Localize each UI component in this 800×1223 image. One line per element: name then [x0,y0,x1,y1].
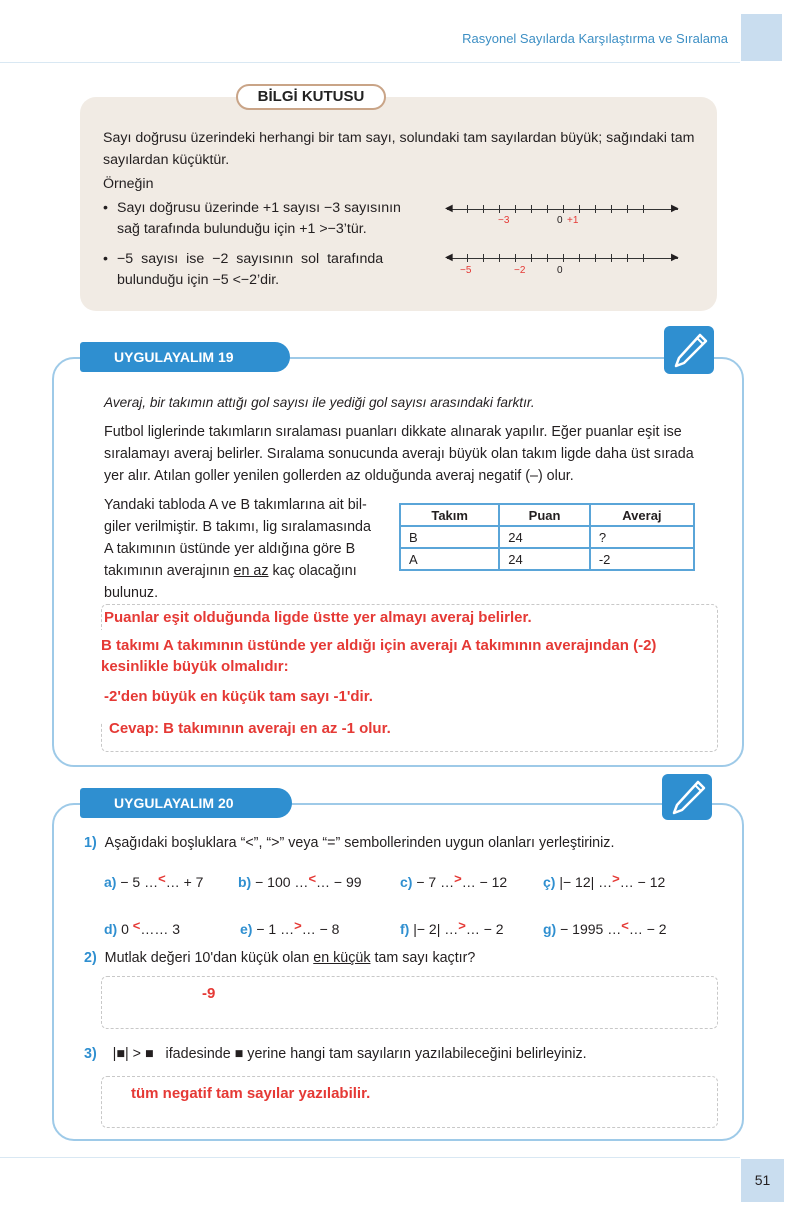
u19-answer-line2: B takımı A takımının üstünde yer aldığı için averajı A takımının averajından (-2) [101,637,657,654]
header-tab-decoration [741,14,782,61]
table-header-row [400,504,694,526]
header-divider [0,62,740,63]
u20-title: UYGULAYALIM 20 [80,788,292,818]
u20-item-f: f) |− 2| …>… − 2 [400,918,504,937]
u19-paragraph-line3: yer alır. Atılan goller yenilen gollerden az olduğunda averaj negatif (–) olur. [104,468,574,484]
u20-q3-answer-area [101,1076,718,1128]
info-bullet-2-line2: bulunduğu için −5 <−2’dir. [117,272,280,288]
u20-item-b: b) − 100 …<… − 99 [238,871,362,890]
u19-title: UYGULAYALIM 19 [80,342,290,372]
table-header-cell: Takım [400,504,499,526]
table-cell: A [400,548,499,570]
u20-q2-answer-area [101,976,718,1029]
table-header-cell: Averaj [590,504,694,526]
table-cell: ? [590,526,694,548]
footer-divider [0,1157,740,1158]
u20-q2-answer: -9 [202,985,216,1002]
u19-answer-line5: Cevap: B takımının averajı en az -1 olur. [109,720,391,737]
info-bullet-2-line1: −5 sayısı ise −2 sayısının sol tarafında [117,251,384,267]
u19-question-line1: Yandaki tabloda A ve B takımlarına ait bil- [104,497,367,513]
number-line-2: ◀ ▶ [445,252,679,263]
table-cell: -2 [590,548,694,570]
u19-answer-line3: kesinlikle büyük olmalıdır: [101,658,289,675]
info-bullet-2: • [103,251,108,267]
u20-item-a: a) − 5 …<… + 7 [104,871,204,890]
u20-q1: 1) Aşağıdaki boşluklara “<”, “>” veya “=” sembollerinden uygun olanları yerleştiriniz. [84,835,615,851]
table-row [400,526,694,548]
chapter-title: Rasyonel Sayılarda Karşılaştırma ve Sıralama [462,31,728,46]
u19-paragraph-line2: sıralamayı averaj belirler. Sıralama sonucunda averajı büyük olan takım ligde daha üst sırada [104,446,694,462]
table-cell: 24 [499,548,590,570]
u19-answer-line1: Puanlar eşit olduğunda ligde üstte yer almayı averaj belirler. [104,609,532,626]
info-bullet-1: • [103,200,108,216]
table-cell: B [400,526,499,548]
info-text-line2: sayılardan küçüktür. [103,152,230,168]
info-bullet-1-line2: sağ tarafında bulunduğu için +1 >−3’tür. [117,221,367,237]
info-text-line1: Sayı doğrusu üzerindeki herhangi bir tam sayı, solundaki tam sayılardan büyük; sağındaki tam [103,130,695,146]
u19-answer-line4: -2'den büyük en küçük tam sayı -1'dir. [104,688,373,705]
pencil-icon [662,774,712,820]
u19-paragraph-line1: Futbol liglerinde takımların sıralaması puanları dikkate alınarak yapılır. Eğer puanlar eşit ise [104,424,682,440]
page-number: 51 [741,1159,784,1202]
u19-table [399,503,695,571]
table-cell: 24 [499,526,590,548]
info-box-title: BİLGİ KUTUSU [236,84,386,110]
nl2-label-zero: 0 [557,265,563,276]
info-bullet-1-line1: Sayı doğrusu üzerinde +1 sayısı −3 sayısının [117,200,401,216]
nl1-label-minus3: −3 [498,215,510,226]
u19-definition: Averaj, bir takımın attığı gol sayısı ile yediği gol sayısı arasındaki farktır. [104,395,535,410]
u19-question-line4: takımının averajının en az kaç olacağını [104,563,357,579]
table-header-cell: Puan [499,504,590,526]
u19-question-line2: giler verilmiştir. B takımı, lig sıralamasında [104,519,371,535]
u20-q3: 3) |■| > ■ ifadesinde ■ yerine hangi tam sayıların yazılabileceğini belirleyiniz. [84,1046,587,1062]
nl1-label-zero: 0 [557,215,563,226]
info-example-label: Örneğin [103,176,154,192]
u20-item-e: e) − 1 …>… − 8 [240,918,340,937]
u20-item-c: c) − 7 …>… − 12 [400,871,508,890]
u20-item-d: d) 0 <…… 3 [104,918,181,937]
pencil-icon [664,326,714,374]
u20-item-g: g) − 1995 …<… − 2 [543,918,667,937]
nl2-label-minus5: −5 [460,265,472,276]
u19-question-line3: A takımının üstünde yer aldığına göre B [104,541,356,557]
u19-question-line5: bulunuz. [104,585,159,601]
nl1-label-plus1: +1 [567,215,579,226]
nl2-label-minus2: −2 [514,265,526,276]
u20-q2: 2) Mutlak değeri 10'dan küçük olan en küçük tam sayı kaçtır? [84,950,476,966]
u20-q3-answer: tüm negatif tam sayılar yazılabilir. [131,1085,371,1102]
u20-item-c-cedilla: ç) |− 12| …>… − 12 [543,871,666,890]
table-row [400,548,694,570]
number-line-1: ◀ ▶ [445,203,679,214]
